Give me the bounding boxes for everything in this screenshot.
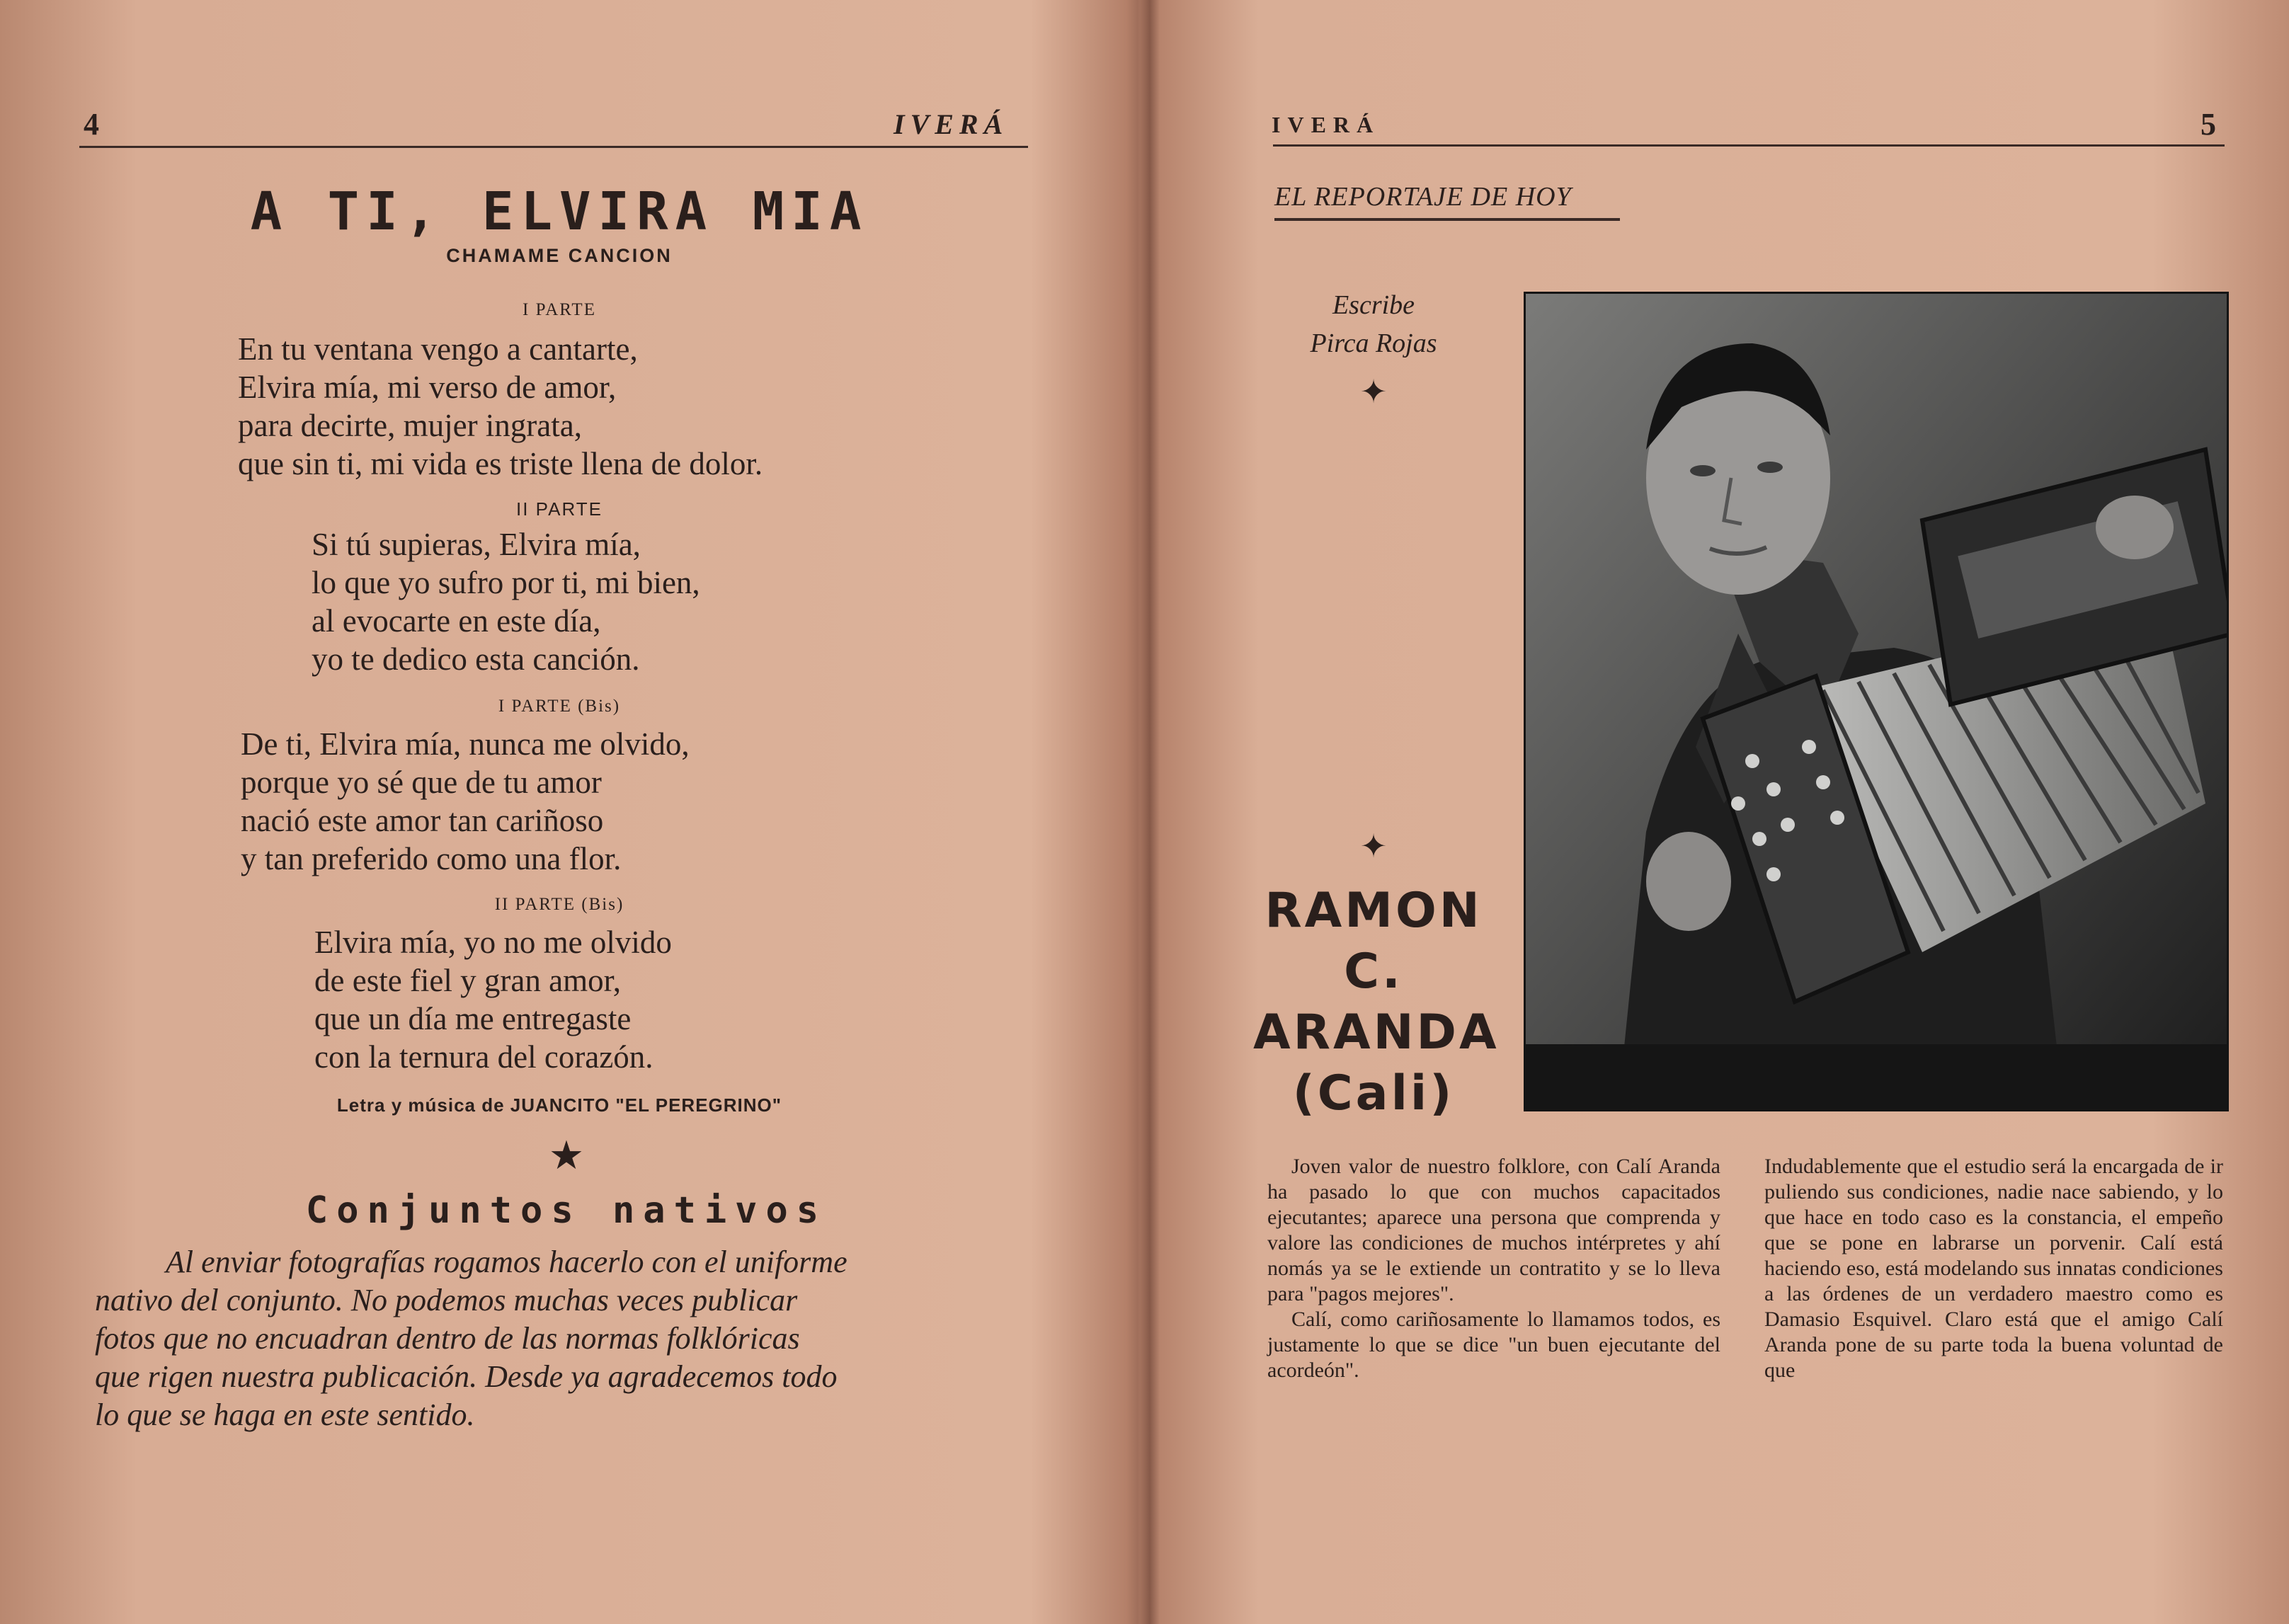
song-credit: Letra y música de JUANCITO "EL PEREGRINO": [336, 1094, 782, 1116]
verse-line: con la ternura del corazón.: [314, 1039, 653, 1075]
subject-name-line: (Cali): [1292, 1065, 1455, 1121]
byline-line: Pirca Rojas: [1310, 328, 1437, 358]
page-number: 4: [84, 107, 99, 142]
byline: [1260, 286, 1487, 362]
song-genre: CHAMAME CANCION: [446, 245, 673, 266]
running-title-right: IVERÁ: [1272, 112, 1381, 137]
verse-line: que sin ti, mi vida es triste llena de dolor.: [238, 446, 763, 481]
verse-line: Elvira mía, mi verso de amor,: [238, 370, 617, 405]
article-paragraph: Calí, como cariñosamente lo llamamos todos, es justamente lo que se dice "un buen ejecutante del acordeón".: [1267, 1308, 1720, 1382]
notice-line: fotos que no encuadran dentro de las normas folklóricas: [95, 1321, 800, 1356]
verse-1: [238, 330, 763, 483]
verse-line: que un día me entregaste: [314, 1001, 632, 1036]
section-label: II PARTE: [516, 498, 603, 520]
verse-line: Si tú supieras, Elvira mía,: [312, 527, 641, 562]
ornament-icon: ✦: [1359, 828, 1388, 864]
subject-name: [1253, 881, 1500, 1124]
verse-line: yo te dedico esta canción.: [312, 641, 640, 677]
book-gutter: [1140, 0, 1160, 1624]
verse-4: [314, 923, 672, 1076]
verse-line: En tu ventana vengo a cantarte,: [238, 331, 638, 367]
notice-text: [95, 1243, 1044, 1434]
notice-title: Conjuntos nativos: [305, 1189, 828, 1232]
left-page: [0, 0, 1141, 1624]
section-label: I PARTE: [523, 300, 596, 319]
subject-name-line: C.: [1344, 944, 1403, 1000]
verse-line: lo que yo sufro por ti, mi bien,: [312, 565, 700, 600]
page-number-right: 5: [2200, 107, 2216, 142]
verse-line: de este fiel y gran amor,: [314, 963, 622, 998]
verse-line: para decirte, mujer ingrata,: [238, 408, 582, 443]
article-column-2: [1764, 1154, 2223, 1383]
notice-line: que rigen nuestra publicación. Desde ya agradecemos todo: [95, 1359, 838, 1394]
verse-line: porque yo sé que de tu amor: [241, 765, 602, 800]
section-title-underline: [1274, 218, 1620, 221]
accordion-player-photo: [1524, 292, 2229, 1111]
verse-line: nació este amor tan cariñoso: [241, 803, 604, 838]
byline-line: Escribe: [1332, 290, 1415, 320]
running-title: IVERÁ: [894, 108, 1009, 140]
section-title: EL REPORTAJE DE HOY: [1274, 182, 1572, 212]
verse-line: al evocarte en este día,: [312, 603, 601, 639]
article-paragraph: Joven valor de nuestro folklore, con Calí Aranda ha pasado lo que con muchos capacitados ejecutantes; aparece una persona que comprenda y valore las condiciones de muchos intérpretes y ahí nomás ya se le extiende un contratito y se lo lleva para "pagos mejores".: [1267, 1155, 1720, 1305]
header-rule: [79, 146, 1028, 148]
star-separator: ★: [548, 1134, 585, 1178]
article-column-1: [1267, 1154, 1720, 1383]
subject-name-line: RAMON: [1265, 883, 1483, 939]
photo-illustration: [1526, 294, 2227, 1109]
verse-2: [312, 525, 700, 678]
verse-line: De ti, Elvira mía, nunca me olvido,: [241, 726, 690, 762]
section-label: I PARTE (Bis): [498, 697, 621, 716]
notice-line: Al enviar fotografías rogamos hacerlo con el uniforme: [166, 1245, 847, 1279]
ornament-icon: ✦: [1359, 374, 1388, 410]
subject-name-line: ARANDA: [1253, 1005, 1500, 1060]
verse-line: Elvira mía, yo no me olvido: [314, 925, 672, 960]
verse-3: [241, 725, 690, 878]
notice-line: lo que se haga en este sentido.: [95, 1397, 475, 1432]
article-paragraph: Indudablemente que el estudio será la encargada de ir puliendo sus condiciones, nadie nace sabiendo, y lo que hace en todo caso es la constancia, el empeño que se pone en labrarse un porvenir. Calí está haciendo eso, está modelando sus innatas condiciones a las órdenes de un verdadero maestro como es Damasio Esquivel. Claro está que el amigo Calí Aranda pone de su parte toda la buena voluntad de que: [1764, 1155, 2223, 1382]
verse-line: y tan preferido como una flor.: [241, 841, 622, 876]
header-rule-right: [1273, 144, 2225, 147]
notice-line: nativo del conjunto. No podemos muchas veces publicar: [95, 1283, 798, 1317]
song-title: A TI, ELVIRA MIA: [250, 181, 869, 242]
section-label: II PARTE (Bis): [494, 895, 624, 914]
